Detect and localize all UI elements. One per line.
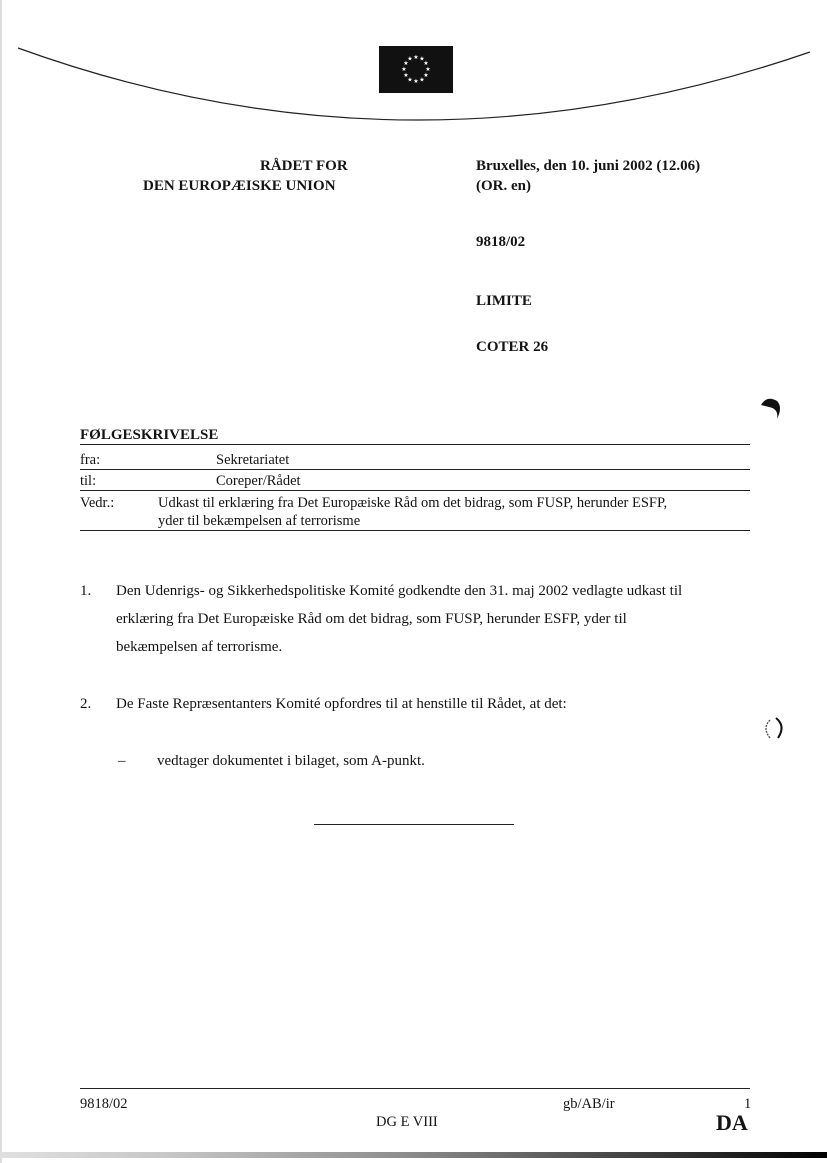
svg-text:★: ★ [413, 54, 419, 61]
to-label: til: [80, 473, 97, 489]
from-label: fra: [80, 452, 101, 468]
code: COTER 26 [476, 339, 549, 355]
bullet-dash: – [118, 753, 126, 769]
item2-text: De Faste Repræsentanters Komité opfordres til at henstille til Rådet, at det: [116, 696, 567, 712]
cover-rule-bottom [80, 530, 750, 531]
footer-rule [80, 1088, 750, 1089]
to-value: Coreper/Rådet [216, 473, 301, 489]
cover-rule-1 [80, 469, 750, 470]
subject-value-line1: Udkast til erklæring fra Det Europæiske Råd om det bidrag, som FUSP, herunder ESFP, [158, 495, 668, 511]
item1-line3: bekæmpelsen af terrorisme. [116, 639, 283, 655]
origin-language: (OR. en) [476, 178, 531, 194]
cover-rule-2 [80, 490, 750, 491]
subject-value-line2: yder til bekæmpelsen af terrorisme [158, 513, 361, 529]
footer-page-number: 1 [744, 1096, 752, 1112]
subject-label: Vedr.: [80, 495, 115, 511]
end-rule [314, 824, 514, 825]
svg-text:★: ★ [401, 66, 407, 73]
svg-text:★: ★ [403, 72, 409, 79]
document-number: 9818/02 [476, 234, 526, 250]
svg-text:★: ★ [403, 60, 409, 67]
from-value: Sekretariatet [216, 452, 290, 468]
item2-number: 2. [80, 696, 92, 712]
punch-mark-bottom [760, 716, 790, 742]
scan-edge [0, 0, 2, 1163]
svg-text:★: ★ [425, 66, 431, 73]
cover-title: FØLGESKRIVELSE [80, 427, 219, 443]
item1-line1: Den Udenrigs- og Sikkerhedspolitiske Komité godkendte den 31. maj 2002 vedlagte udkast til [116, 583, 683, 599]
svg-text:★: ★ [423, 60, 429, 67]
date-line: Bruxelles, den 10. juni 2002 (12.06) [476, 158, 701, 174]
footer-dg: DG E VIII [376, 1114, 438, 1130]
footer-language: DA [716, 1110, 748, 1135]
scan-bottom-band [0, 1152, 827, 1158]
council-name-line2: DEN EUROPÆISKE UNION [143, 178, 336, 194]
svg-text:★: ★ [423, 72, 429, 79]
footer-doc-number: 9818/02 [80, 1096, 128, 1112]
cover-rule-top [80, 444, 750, 445]
svg-text:★: ★ [419, 55, 425, 63]
footer-initials: gb/AB/ir [563, 1096, 615, 1112]
svg-text:★: ★ [419, 76, 425, 84]
svg-text:★: ★ [407, 76, 413, 84]
eu-flag-icon [379, 46, 453, 93]
item1-number: 1. [80, 583, 92, 599]
svg-text:★: ★ [413, 78, 419, 85]
classification: LIMITE [476, 293, 532, 309]
item1-line2: erklæring fra Det Europæiske Råd om det bidrag, som FUSP, herunder ESFP, yder til [116, 611, 627, 627]
punch-mark-top [755, 393, 785, 423]
svg-text:★: ★ [407, 55, 413, 63]
council-name-line1: RÅDET FOR [260, 158, 348, 174]
bullet-text: vedtager dokumentet i bilaget, som A-punkt. [157, 753, 425, 769]
